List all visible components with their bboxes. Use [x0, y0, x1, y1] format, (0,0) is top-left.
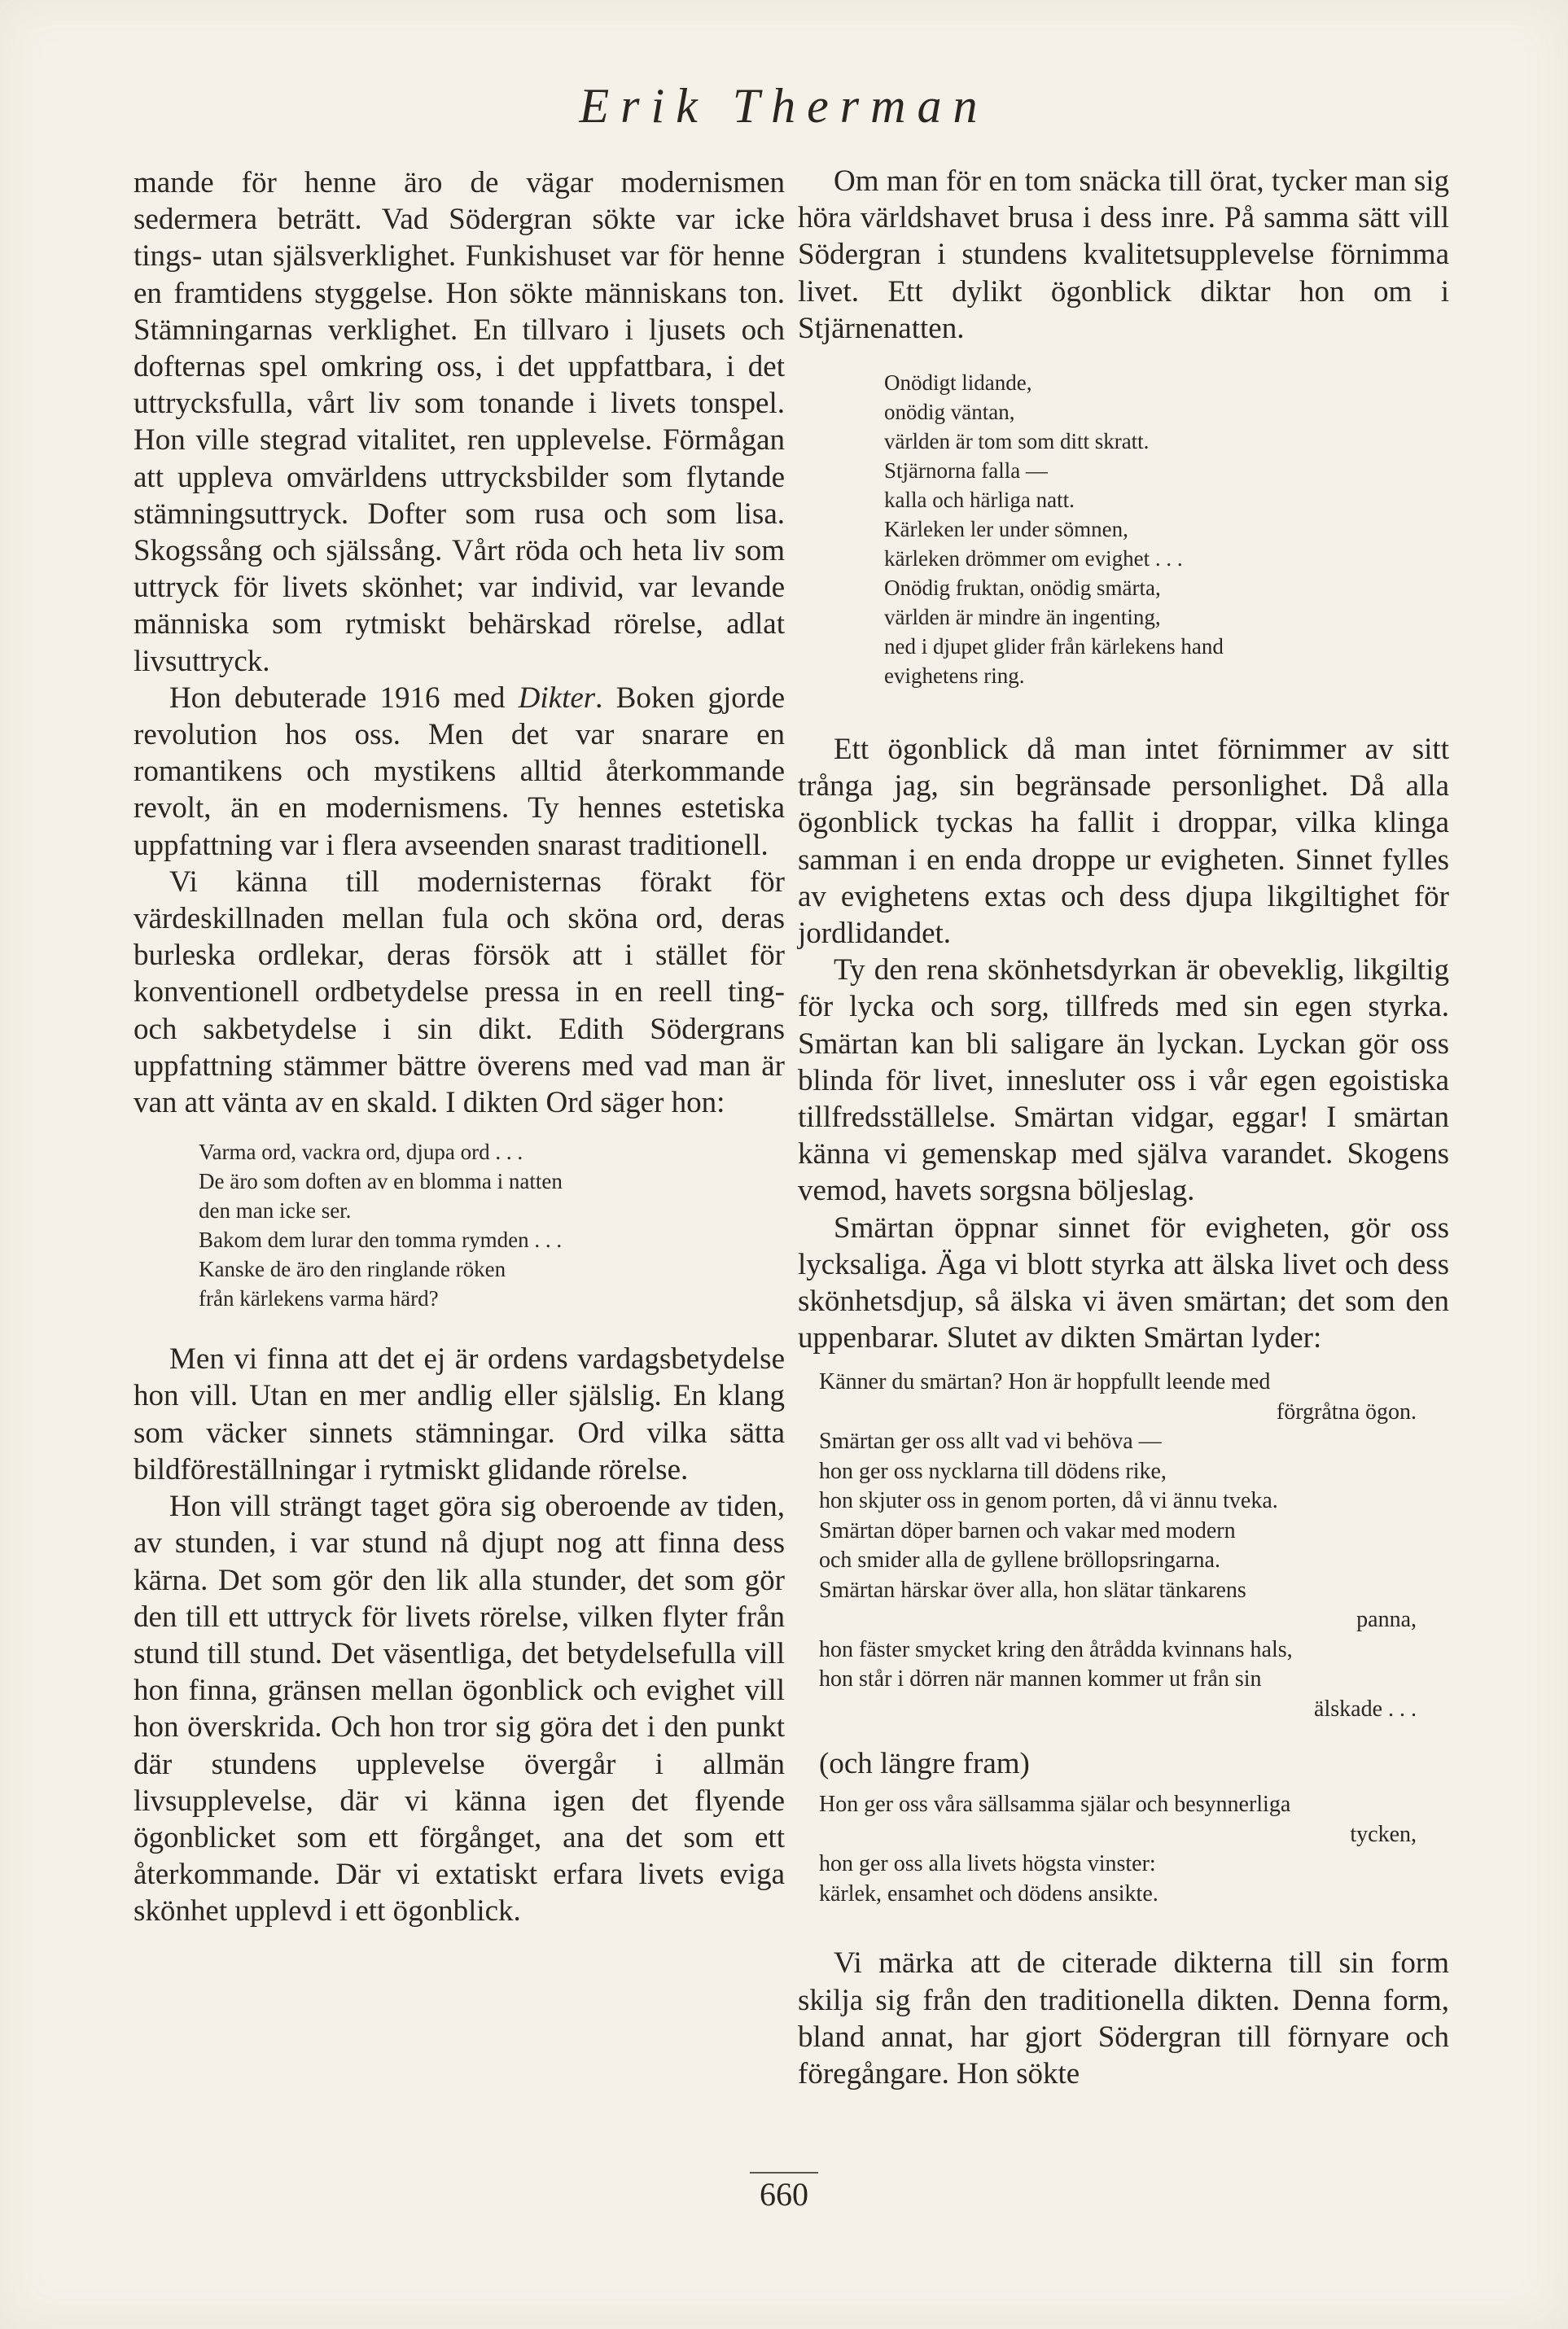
left-column [134, 164, 785, 1930]
page-number: 660 [750, 2172, 818, 2213]
poem-line: Onödig fruktan, onödig smärta, [884, 576, 1161, 601]
poem-ord [199, 1137, 785, 1313]
poem-line-continuation: panna, [1356, 1607, 1417, 1633]
poem-line: Smärtan ger oss allt vad vi behöva — [819, 1429, 1162, 1455]
poem-line: hon står i dörren när mannen kommer ut från sin [819, 1666, 1262, 1692]
poem-line: Hon ger oss våra sällsamma själar och besynnerliga [819, 1792, 1291, 1818]
right-column [798, 163, 1449, 2092]
right-paragraph-2: Ett ögonblick då man intet förnimmer av sitt trånga jag, sin begränsade personlighet. Då alla ögonblick tyckas ha fallit i droppar, vilka klinga samman i en enda droppe ur evigheten. Sinnet fylles av evighetens extas och dess djupa likgiltighet för jordlidandet. [798, 733, 1449, 951]
poem-line-continuation: älskade . . . [1314, 1696, 1417, 1722]
poem-line: och smider alla de gyllene bröllopsringarna. [819, 1548, 1220, 1574]
poem-line: Smärtan härskar över alla, hon slätar tänkarens [819, 1577, 1246, 1603]
book-title-dikter: Dikter [518, 681, 596, 715]
poem-line: Kanske de äro den ringlande röken [199, 1257, 506, 1282]
page-footer [0, 2172, 1568, 2213]
poem-line: Stjärnorna falla — [884, 458, 1048, 484]
poem-line-continuation: tycken, [1350, 1821, 1417, 1847]
poem-line: kärleken drömmer om evighet . . . [884, 546, 1183, 571]
poem-line: den man icke ser. [199, 1198, 352, 1224]
poem-line: från kärlekens varma härd? [199, 1286, 439, 1311]
poem-stjarnenatten [884, 368, 1449, 690]
right-paragraph-4: Smärtan öppnar sinnet för evigheten, gör oss lycksaliga. Äga vi blott styrka att älska livet och dess skönhetsdjup, så älska vi även smärtan; det som den uppenbarar. Slutet av dikten Smärtan lyder: [798, 1210, 1449, 1355]
paragraph-2-text-end: . Boken gjorde revolution hos oss. Men det var snarare en romantikens och mystikens alltid återkommande revolt, än en modernismens. Ty hennes estetiska uppfattning var i flera avseenden snarast traditionell. [134, 681, 786, 862]
poem-line: kalla och härliga natt. [884, 488, 1075, 513]
poem-line-continuation: förgråtna ögon. [1276, 1399, 1417, 1425]
poem-line: ned i djupet glider från kärlekens hand [884, 634, 1224, 659]
poem-line: hon fäster smycket kring den åtrådda kvinnans hals, [819, 1636, 1293, 1662]
poem-line: onödig väntan, [884, 400, 1015, 425]
poem-line: hon ger oss alla livets högsta vinster: [819, 1851, 1156, 1877]
poem-line: De äro som doften av en blomma i natten [199, 1169, 563, 1194]
poem-line: Kärleken ler under sömnen, [884, 517, 1128, 542]
poem-line: Varma ord, vackra ord, djupa ord . . . [199, 1140, 523, 1165]
poem-smartan [819, 1368, 1449, 1724]
poem-line: världen är mindre än ingenting, [884, 605, 1161, 630]
poem-smartan-continued [819, 1790, 1449, 1909]
left-paragraph-1: mande för henne äro de vägar modernismen sedermera beträtt. Vad Södergran sökte var icke tings- utan själsverklighet. Funkishuset var för henne en framtidens styggelse. Hon sökte människans ton. Stämningarnas verklighet. En tillvaro i ljusets och dofternas spel omkring oss, i det uppfattbara, i det uttrycksfulla, vårt liv som tonande i livets tonspel. Hon ville stegrad vitalitet, ren upplevelse. Förmågan att uppleva omvärldens uttrycksbilder som flytande stämningsuttryck. Dofter som rusa och som lisa. Skogssång och själssång. Vårt röda och heta liv som uttryck för livets skönhet; var individ, var levande människa som rytmiskt behärskad rörelse, adlat livsuttryck. [134, 166, 785, 678]
left-paragraph-4: Men vi finna att det ej är ordens vardagsbetydelse hon vill. Utan en mer andlig eller själslig. En klang som väcker sinnets stämningar. Ord vilka sätta bildföreställningar i rytmiskt glidande rörelse. [134, 1342, 785, 1486]
left-paragraph-5: Hon vill strängt taget göra sig oberoende av tiden, av stunden, i var stund nå djupt nog att finna dess kärna. Det som gör den lik alla stunder, det som gör den till ett uttryck för livets rörelse, vilken flyter från stund till stund. Det väsentliga, det betydelsefulla vill hon finna, gränsen mellan ögonblick och evighet vill hon överskrida. Och hon tror sig göra det i den punkt där stundens upplevelse övergår i allmän livsupplevelse, där vi känna igen det flyende ögonblicket som ett förgånget, ana det som ett återkommande. Där vi extatiskt erfara livets eviga skönhet upplevd i ett ögonblick. [134, 1490, 785, 1928]
left-paragraph-2 [134, 680, 785, 864]
paragraph-2-text-start: Hon debuterade 1916 med [169, 681, 519, 715]
poem-line: kärlek, ensamhet och dödens ansikte. [819, 1880, 1158, 1907]
poem-line: Smärtan döper barnen och vakar med modern [819, 1517, 1236, 1543]
poem-line: evighetens ring. [884, 663, 1025, 689]
poem-line: världen är tom som ditt skratt. [884, 429, 1150, 454]
interlude-note: (och längre fram) [819, 1747, 1030, 1781]
left-paragraph-3: Vi känna till modernisternas förakt för värdeskillnaden mellan fula och sköna ord, deras burleska ordlekar, deras försök att i stället för konventionell ordbetydelse pressa in en reell ting- och sakbetydelse i sin dikt. Edith Södergrans uppfattning stämmer bättre överens med vad man är van att vänta av en skald. I dikten Ord säger hon: [134, 865, 785, 1120]
poem-line: Onödigt lidande, [884, 370, 1032, 396]
right-paragraph-5: Vi märka att de citerade dikterna till sin form skilja sig från den traditionella dikten. Denna form, bland annat, har gjort Södergran till förnyare och föregångare. Hon sökte [798, 1946, 1449, 2091]
right-paragraph-1: Om man för en tom snäcka till örat, tycker man sig höra världshavet brusa i dess inre. På samma sätt vill Södergran i stundens kvalitetsupplevelse förnimma livet. Ett dylikt ögonblick diktar hon om i Stjärnenatten. [798, 164, 1449, 345]
poem-line: hon skjuter oss in genom porten, då vi ännu tveka. [819, 1488, 1278, 1514]
poem-line: Bakom dem lurar den tomma rymden . . . [199, 1228, 563, 1253]
poem-line: Känner du smärtan? Hon är hoppfullt leende med [819, 1369, 1271, 1395]
page-header-author: Erik Therman [579, 79, 989, 133]
poem-line: hon ger oss nycklarna till dödens rike, [819, 1458, 1167, 1484]
right-paragraph-3: Ty den rena skönhetsdyrkan är obeveklig, likgiltig för lycka och sorg, tillfreds med sin egen styrka. Smärtan kan bli saligare än lyckan. Lyckan gör oss blinda för livet, innesluter oss i vår egen egoistiska tillfredsställelse. Smärtan vidgar, eggar! I smärtan känna vi gemenskap med själva varandet. Skogens vemod, havets sorgsna böljeslag. [798, 953, 1449, 1208]
